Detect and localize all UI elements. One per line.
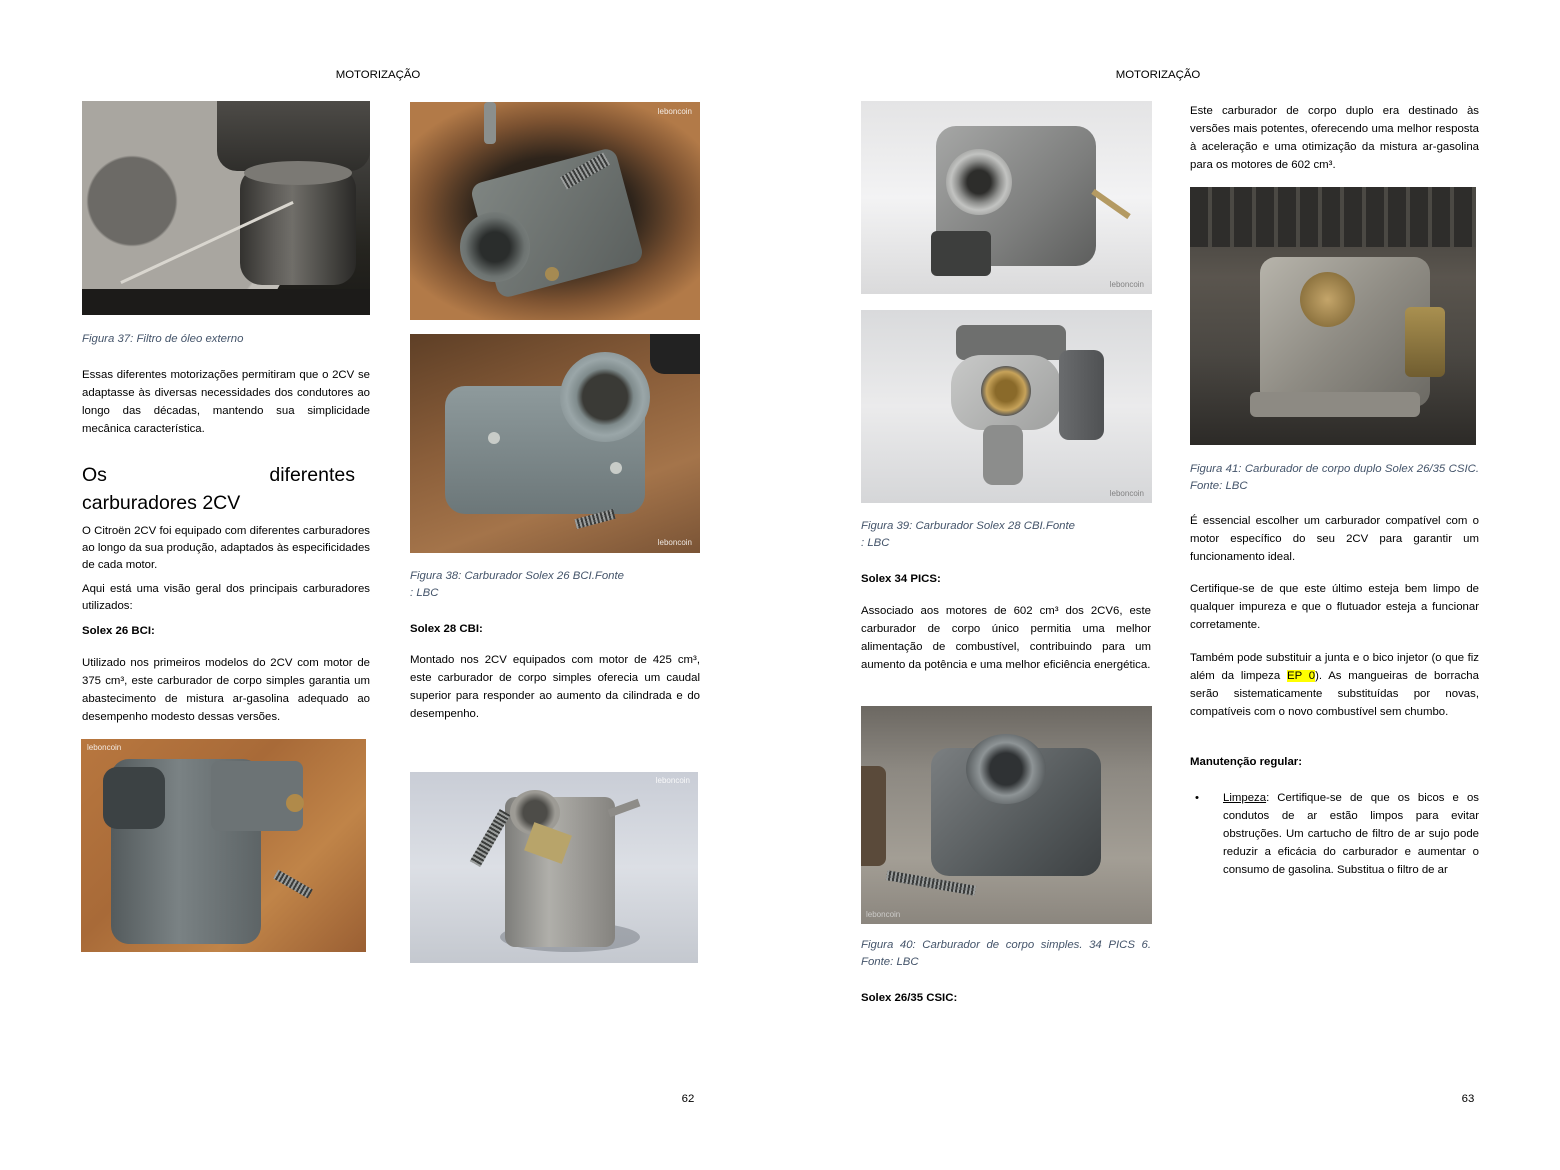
photo-solex-26-35-csic <box>1190 187 1476 445</box>
photo-solex-34-pics <box>861 706 1152 924</box>
section-heading-line-2: carburadores 2CV <box>82 492 241 514</box>
lower-arm <box>983 425 1023 485</box>
workshop-shelf <box>1190 187 1476 247</box>
leboncoin-watermark: leboncoin <box>1109 489 1144 498</box>
highlighted-ep0: EP 0 <box>1286 670 1316 682</box>
running-header: MOTORIZAÇÃO <box>1115 69 1201 81</box>
maintenance-title: Manutenção regular: <box>1190 756 1303 768</box>
solex-26-35-csic-title: Solex 26/35 CSIC: <box>861 992 958 1004</box>
solex-28-cbi-title: Solex 28 CBI: <box>410 623 483 635</box>
photo-carburetor-top-view <box>410 102 700 320</box>
carburetor-neck <box>966 734 1046 804</box>
leboncoin-watermark: leboncoin <box>657 107 692 116</box>
photo-solex-28-cbi-front <box>861 101 1152 294</box>
carburetor-bowl <box>460 212 530 282</box>
photo-external-oil-filter <box>82 101 370 315</box>
intro-paragraph: Essas diferentes motorizações permitiram que o 2CV se adaptasse às diversas necessidades dos condutores ao longo das décadas, mantendo sua simplicidade mecânica característica. <box>82 369 370 435</box>
brass-rod <box>1091 189 1130 219</box>
base-plate <box>1250 392 1420 417</box>
solex-34-pics-title: Solex 34 PICS: <box>861 573 941 585</box>
page-number: 63 <box>1461 1093 1475 1105</box>
throttle-spring <box>273 870 313 899</box>
overview-lead-paragraph: Aqui está uma visão geral dos principais carburadores utilizados: <box>82 583 370 612</box>
cleaning-paragraph: Certifique-se de que este último esteja bem limpo de qualquer impureza e que o flutuador esteja a funcionar corretamente. <box>1190 583 1479 631</box>
brass-nut <box>286 794 304 812</box>
section-heading-line-1: Os diferentes <box>82 464 355 486</box>
throttle-bore <box>981 366 1031 416</box>
solex-26-bci-title: Solex 26 BCI: <box>82 625 155 637</box>
leboncoin-watermark: leboncoin <box>657 538 692 547</box>
replacement-paragraph <box>1190 649 1479 721</box>
leboncoin-watermark: leboncoin <box>866 910 901 919</box>
figure-37-caption: Figura 37: Filtro de óleo externo <box>82 333 244 345</box>
brass-cap <box>1300 272 1355 327</box>
solex-26-35-csic-paragraph: Este carburador de corpo duplo era destinado às versões mais potentes, oferecendo uma melhor resposta à aceleração e uma otimização da mistura ar-gasolina para os motores de 602 cm³. <box>1190 105 1479 171</box>
background-object <box>861 766 886 866</box>
figure-38-caption: Figura 38: Carburador Solex 26 BCI.Fonte : LBC <box>410 570 625 599</box>
leboncoin-watermark: leboncoin <box>87 743 122 752</box>
list-item-text: : Certifique-se de que os bicos e os condutos de ar estão limpos para evitar obstruções. Um cartucho de filtro de ar sujo pode reduzir a eficácia do carburador e aumentar o consumo de gasolina. Substitua o filtro de ar <box>1223 792 1479 876</box>
running-header: MOTORIZAÇÃO <box>335 69 421 81</box>
page-63 <box>780 0 1560 1170</box>
photo-solex-26-bci <box>81 739 366 952</box>
leboncoin-watermark: leboncoin <box>655 776 690 785</box>
list-item-label: Limpeza <box>1223 792 1267 804</box>
page-number: 62 <box>681 1093 695 1105</box>
section-heading <box>82 461 355 517</box>
brass-nut <box>545 267 559 281</box>
figure-41-caption: Figura 41: Carburador de corpo duplo Solex 26/35 CSIC. Fonte: LBC <box>1190 463 1479 492</box>
carburetor-base <box>931 231 991 276</box>
solex-28-cbi-paragraph: Montado nos 2CV equipados com motor de 425 cm³, este carburador de corpo simples oferecia um caudal superior para responder ao aumento da cilindrada e do desempenho. <box>410 654 700 720</box>
ground-shadow <box>82 289 370 315</box>
photo-solex-28-cbi-flange <box>861 310 1152 503</box>
carburetor-throat <box>946 149 1012 215</box>
list-bullet: • <box>1195 792 1199 804</box>
float-bowl <box>1059 350 1104 440</box>
screw <box>488 432 500 444</box>
screw <box>610 462 622 474</box>
photo-carburetor-side-view <box>410 334 700 553</box>
solex-26-bci-paragraph: Utilizado nos primeiros modelos do 2CV com motor de 375 cm³, este carburador de corpo simples garantia um abastecimento de mistura ar-gasolina adequado ao desempenho modesto dessas versões. <box>82 657 370 723</box>
oil-filter-top <box>244 161 352 185</box>
figure-40-caption: Figura 40: Carburador de corpo simples. 34 PICS 6. Fonte: LBC <box>861 939 1151 968</box>
carburetor-neck <box>560 352 650 442</box>
figure-39-caption: Figura 39: Carburador Solex 28 CBI.Fonte : LBC <box>861 520 1076 549</box>
compatibility-paragraph: É essencial escolher um carburador compatível com o motor específico do seu 2CV para garantir um funcionamento ideal. <box>1190 515 1479 563</box>
solex-34-pics-paragraph: Associado aos motores de 602 cm³ dos 2CV6, este carburador de corpo único permitia uma melhor alimentação de combustível, contribuindo para um aumento da potência e uma melhor eficiência energética. <box>861 605 1151 671</box>
list-item <box>1223 789 1479 879</box>
brass-bracket <box>1405 307 1445 377</box>
replacement-text-before: Também pode substituir a junta e o bico injetor (o que fiz além da limpeza <box>1190 652 1479 682</box>
carburetor-throat <box>103 767 165 829</box>
replacement-text-after: ). As mangueiras de borracha serão sistematicamente substituídas por novas, compatíveis com o novo combustível sem chumbo. <box>1190 670 1479 718</box>
leboncoin-watermark: leboncoin <box>1109 280 1144 289</box>
fuel-inlet-tube <box>484 102 496 144</box>
dark-object <box>650 334 700 374</box>
photo-carburetor-light-background <box>410 772 698 963</box>
section-intro-paragraph: O Citroën 2CV foi equipado com diferentes carburadores ao longo da sua produção, adaptados às especificidades de cada motor. <box>82 525 370 571</box>
